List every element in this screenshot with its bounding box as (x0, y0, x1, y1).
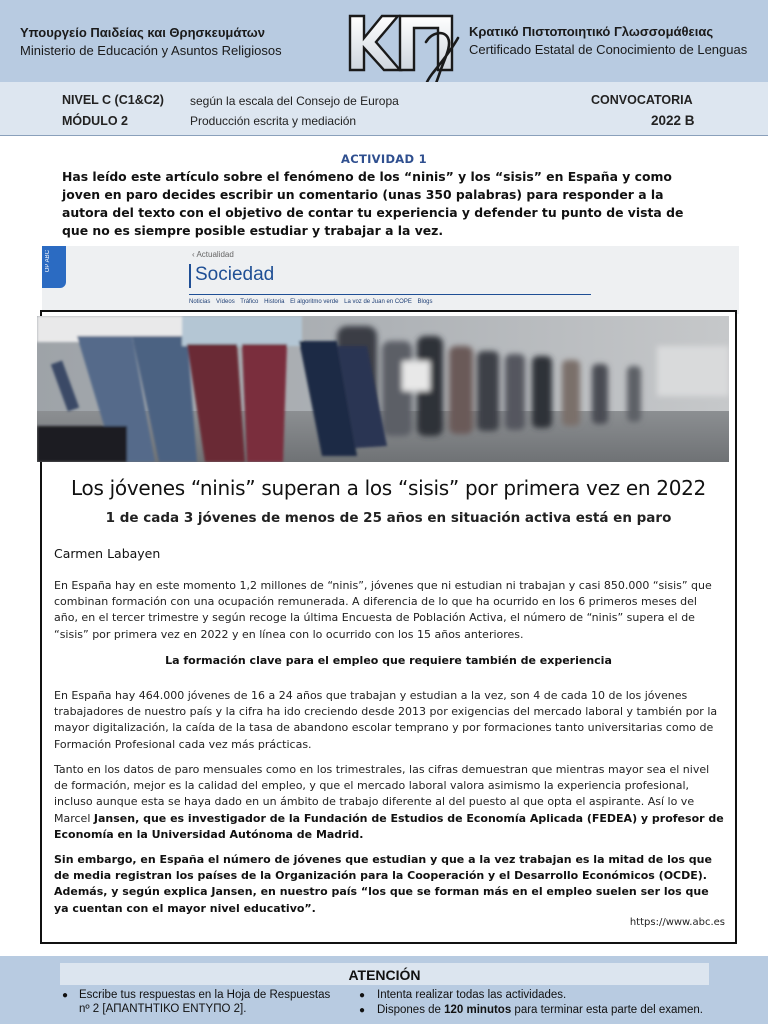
attention-box (60, 963, 709, 985)
article-paragraph-1: En España hay en este momento 1,2 millones de “ninis”, jóvenes que ni estudian ni trabajan y casi 850.000 “sisis” que combinan formación con una ocupación remunerada. A diferencia de lo que ha ocurrido en los 6 primeros meses del año, en el tercer trimestre y según recoge la última Encuesta de Población Activa, el número de “ninis” supera el de “sisis” por primera vez en 2022 y en línea con lo ocurrido con los 15 años anteriores. (54, 579, 712, 641)
certificate-block (469, 24, 747, 57)
article-paragraph-4: Sin embargo, en España el número de jóvenes que estudian y que a la vez trabajan es la mitad de los que de media registran los países de la Organización para la Cooperación y el Desarrollo Económicos (OCDE). Además, y según explica Jansen, en nuestro país “los que se forman más en el empleo suelen ser los que ya cuentan con el mayor nivel educativo”. (54, 853, 712, 915)
session-label: 2022 B (651, 113, 695, 128)
certificate-name-greek: Κρατικό Πιστοποιητικό Γλωσσομάθειας (469, 24, 714, 39)
footer-note-3-part-1: Dispones de (377, 1004, 445, 1016)
section-title: Sociedad (195, 264, 275, 285)
attention-heading: ATENCIÓN (348, 967, 421, 983)
footer-note-2: Intenta realizar todas las actividades. (377, 989, 567, 1001)
footer-note-3-time: 120 minutos (444, 1004, 512, 1016)
article-paragraph-3-part-2: Jansen, que es investigador de la Fundación de Estudios de Economía Aplicada (FEDEA) y profesor de Economía en la Universidad Autónoma de Madrid. (54, 811, 724, 841)
article-photo (37, 316, 729, 462)
footer-note-3 (377, 1003, 703, 1017)
article-paragraph-2: En España hay 464.000 jóvenes de 16 a 24 años que trabajan y estudian a la vez, son 4 de cada 10 de los jóvenes trabajadores de nuestro país y la cifra ha ido creciendo desde 2013 por exigencias del mercado laboral y también por la mayor digitalización, la caída de la tasa de abandono escolar temprano y por formaciones tanto universitarias como de Formación Profesional cada vez más prácticas. (54, 689, 718, 751)
menu-item-videos: Vídeos (216, 299, 235, 305)
exam-info-band (0, 82, 768, 136)
bullet-icon: ● (359, 1005, 366, 1016)
certificate-name-spanish: Certificado Estatal de Conocimiento de Lenguas (469, 42, 748, 57)
menu-item-noticias: Noticias (189, 299, 211, 305)
article-paragraph-3-part-1: Tanto en los datos de paro mensuales como en los trimestrales, las cifras demuestran que mientras mayor sea el nivel de formación, mejor es la calidad del empleo, y que el mercado laboral valora asimismo la experiencia profesional, incluso aunque esta se haya dado en un ámbito de trabajo diferente al del puesto al que opta el aspirante. Así lo ve Marcel (54, 763, 710, 825)
menu-item-blogs: Blogs (417, 299, 433, 305)
scale-label: según la escala del Consejo de Europa (190, 94, 399, 108)
activity-instructions: Has leído este artículo sobre el fenómeno de los “ninis” y los “sisis” en España y como joven en paro decides escribir un comentario (unas 350 palabras) para responder a la autora del texto con el objetivo de contar tu experiencia y defender tu punto de vista de que no es siempre posible estudiar y trabajar a la vez. (62, 169, 684, 238)
newspaper-header (42, 246, 739, 314)
menu-item-historia: Historia (264, 299, 285, 305)
article-source: https://www.abc.es (629, 917, 725, 928)
article-intertitle: La formación clave para el empleo que requiere también de experiencia (165, 654, 612, 667)
article-box (40, 310, 737, 944)
task-type-label: Producción escrita y mediación (190, 114, 357, 128)
footer-note-3-part-2: para terminar esta parte del examen. (511, 1004, 704, 1016)
section-menu (189, 299, 437, 305)
article-author: Carmen Labayen (54, 546, 161, 561)
menu-item-trafico: Tráfico (240, 299, 259, 305)
bullet-icon: ● (359, 990, 366, 1001)
menu-item-voz-juan: La voz de Juan en COPE (344, 299, 412, 305)
ministry-name-spanish: Ministerio de Educación y Asuntos Religiosos (20, 43, 282, 58)
module-label: MÓDULO 2 (62, 114, 128, 128)
article-paragraph-3 (54, 762, 724, 843)
article-subtitle: 1 de cada 3 jóvenes de menos de 25 años en situación activa está en paro (105, 510, 672, 526)
menu-item-algoritmo-verde: El algoritmo verde (290, 299, 339, 305)
ministry-block (20, 25, 282, 58)
bullet-icon: ● (62, 990, 69, 1001)
section-accent (189, 264, 191, 288)
level-label: NIVEL C (C1&C2) (62, 93, 164, 107)
article-title: Los jóvenes “ninis” superan a los “sisis” por primera vez en 2022 (71, 476, 706, 500)
footer-note-1: Escribe tus respuestas en la Hoja de Respuestas nº 2 [ΑΠΑΝΤΗΤΙΚΟ ΕΝΤΥΠΟ 2]. (79, 989, 331, 1015)
side-tab-label: OP ABC (45, 250, 51, 273)
breadcrumb: ‹ Actualidad (192, 250, 234, 259)
activity-title: ACTIVIDAD 1 (341, 152, 427, 166)
ministry-name-greek: Υπουργείο Παιδείας και Θρησκευμάτων (20, 25, 266, 40)
side-tab (42, 246, 66, 288)
section-divider (189, 294, 591, 295)
convocatoria-label: CONVOCATORIA (591, 93, 693, 107)
